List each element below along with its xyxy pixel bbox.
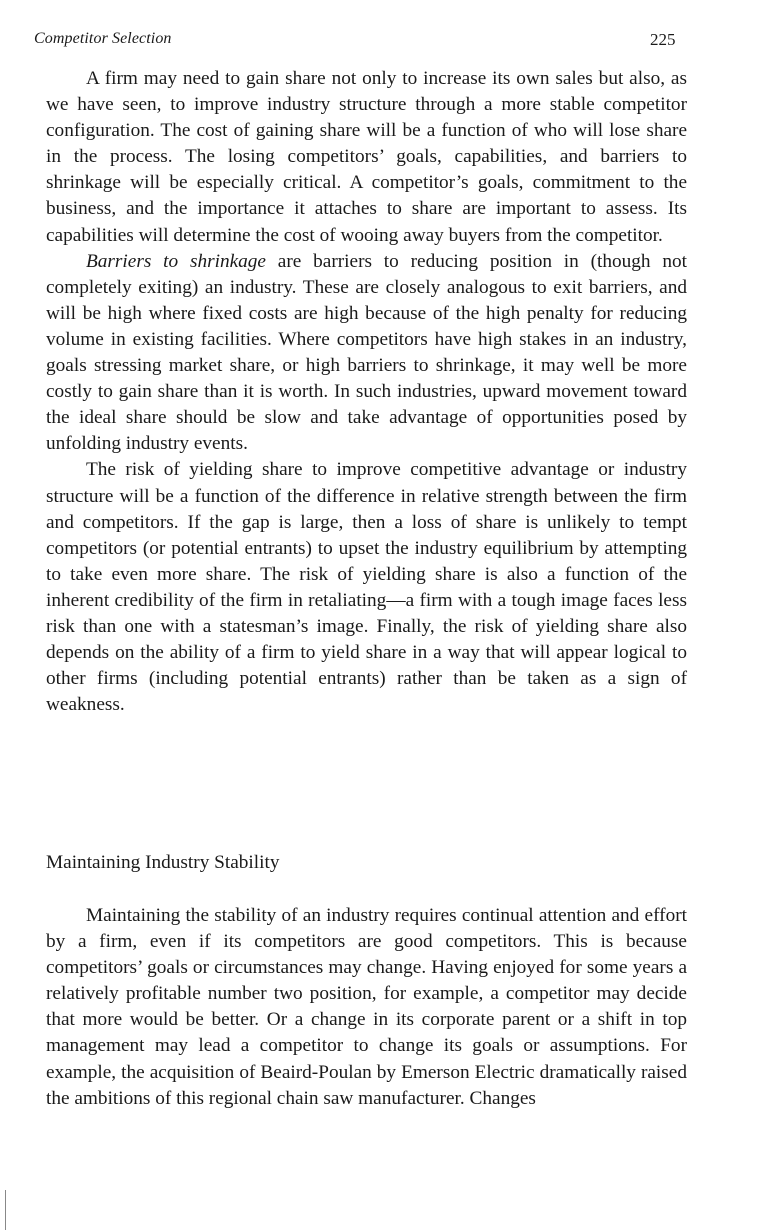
paragraph-maintaining-stability: Maintaining the stability of an industry requires continual attention and effort by a firm, even if its competitors are good competitors. This is because competitors’ goals or circumstances may change. Having enjoyed for some years a relatively profitable number two position, for example, a competitor may decide that more would be better. Or a change in its corporate parent or a shift in top management may lead a competitor to change its goals or assumptions. For example, the acquisition of Beaird-Poulan by Emerson Electric dramatically raised the ambitions of this regional chain saw manufacturer. Changes xyxy=(46,905,687,1109)
paragraph-share-gain: A firm may need to gain share not only to increase its own sales but also, as we have seen, to improve industry structure through a more stable competitor configuration. The cost of gaining share will be a function of who will lose share in the process. The losing competitors’ goals, capabilities, and barriers to shrinkage will be especially critical. A competitor’s goals, commitment to the business, and the importance it attaches to share are important to assess. Its capabilities will determine the cost of wooing away buyers from the competitor. xyxy=(46,68,687,246)
paragraph-barriers-text: are barriers to reducing position in (though not completely exiting) an industry. These are closely analogous to exit barriers, and will be high where fixed costs are high because of the high penalty for reducing volume in existing facilities. Where competitors have high stakes in an industry, goals stressing market share, or high barriers to shrinkage, it may well be more costly to gain share than it is worth. In such industries, upward movement toward the ideal share should be slow and take advantage of opportunities posed by unfolding industry events. xyxy=(46,250,687,455)
running-head-title: Competitor Selection xyxy=(34,30,172,47)
page-number: 225 xyxy=(650,30,676,49)
paragraph-barriers-to-shrinkage xyxy=(46,249,687,458)
term-barriers-to-shrinkage: Barriers to shrinkage xyxy=(86,250,266,272)
body-text xyxy=(46,66,687,718)
scan-edge-mark xyxy=(5,1190,6,1230)
section-heading: Maintaining Industry Stability xyxy=(46,852,280,873)
section-body-text xyxy=(46,903,687,1112)
paragraph-risk-of-yielding-share: The risk of yielding share to improve competitive advantage or industry structure will be a function of the difference in relative strength between the firm and competitors. If the gap is large, then a loss of share is unlikely to tempt competitors (or potential entrants) to upset the industry equilibrium by attempting to take even more share. The risk of yielding share is also a function of the inherent credibility of the firm in retaliating—a firm with a tough image faces less risk than one with a statesman’s image. Finally, the risk of yielding share also depends on the ability of a firm to yield share in a way that will appear logical to other firms (including potential entrants) rather than be taken as a sign of weakness. xyxy=(46,459,687,716)
